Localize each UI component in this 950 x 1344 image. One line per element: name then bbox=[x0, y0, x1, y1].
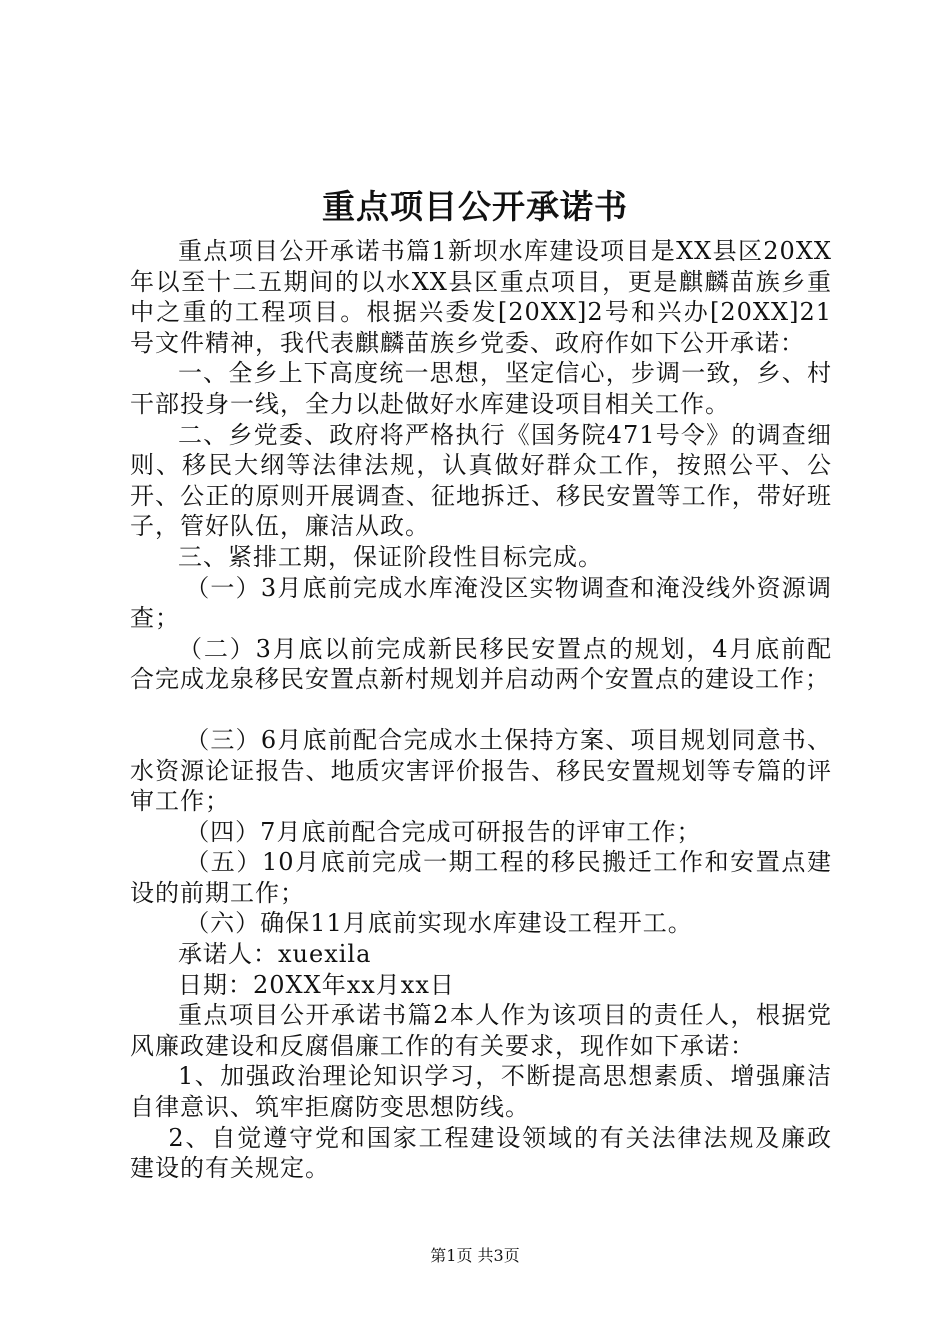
paragraph-item-1: 一、全乡上下高度统一思想，坚定信心，步调一致，乡、村干部投身一线，全力以赴做好水库建设项目相关工作。 bbox=[130, 359, 832, 418]
paragraph-item-3: 三、紧排工期，保证阶段性目标完成。 bbox=[178, 542, 603, 571]
paragraph-subitem-2: （二）3月底以前完成新民移民安置点的规划，4月底前配合完成龙泉移民安置点新村规划并启动两个安置点的建设工作； bbox=[130, 634, 832, 694]
paragraph-part-2-item-2: 2、自觉遵守党和国家工程建设领域的有关法律法规及廉政建设的有关规定。 bbox=[130, 1123, 832, 1183]
document-title: 重点项目公开承诺书 bbox=[322, 187, 628, 226]
paragraph-item-2: 二、乡党委、政府将严格执行《国务院471号令》的调查细则、移民大纲等法律法规，认真做好群众工作，按照公平、公开、公正的原则开展调查、征地拆迁、移民安置等工作，带好班子，管好队伍，廉洁从政。 bbox=[130, 420, 832, 541]
promisor-line: 承诺人：xuexila bbox=[178, 940, 372, 969]
paragraph-subitem-1: （一）3月底前完成水库淹没区实物调查和淹没线外资源调查； bbox=[130, 573, 832, 633]
paragraph-subitem-3: （三）6月底前配合完成水土保持方案、项目规划同意书、水资源论证报告、地质灾害评价报告、移民安置规划等专篇的评审工作； bbox=[130, 725, 832, 816]
paragraph-part-2-item-1: 1、加强政治理论知识学习，不断提高思想素质、增强廉洁自律意识、筑牢拒腐防变思想防线。 bbox=[130, 1062, 832, 1122]
paragraph-subitem-4: （四）7月底前配合完成可研报告的评审工作； bbox=[185, 817, 702, 846]
paragraph-part-2-intro: 重点项目公开承诺书篇2本人作为该项目的责任人，根据党风廉政建设和反腐倡廉工作的有关要求，现作如下承诺： bbox=[130, 1001, 832, 1060]
paragraph-intro: 重点项目公开承诺书篇1新坝水库建设项目是XX县区20XX年以至十二五期间的以水XX县区重点项目，更是麒麟苗族乡重中之重的工程项目。根据兴委发[20XX]2号和兴办[20XX]21号文件精神，我代表麒麟苗族乡党委、政府作如下公开承诺： bbox=[130, 237, 832, 357]
date-line: 日期：20XX年xx月xx日 bbox=[178, 970, 455, 999]
page-number-footer: 第1页 共3页 bbox=[430, 1246, 520, 1265]
document-body bbox=[130, 236, 832, 1184]
paragraph-subitem-6: （六）确保11月底前实现水库建设工程开工。 bbox=[185, 909, 693, 938]
paragraph-subitem-5: （五）10月底前完成一期工程的移民搬迁工作和安置点建设的前期工作； bbox=[130, 848, 832, 907]
